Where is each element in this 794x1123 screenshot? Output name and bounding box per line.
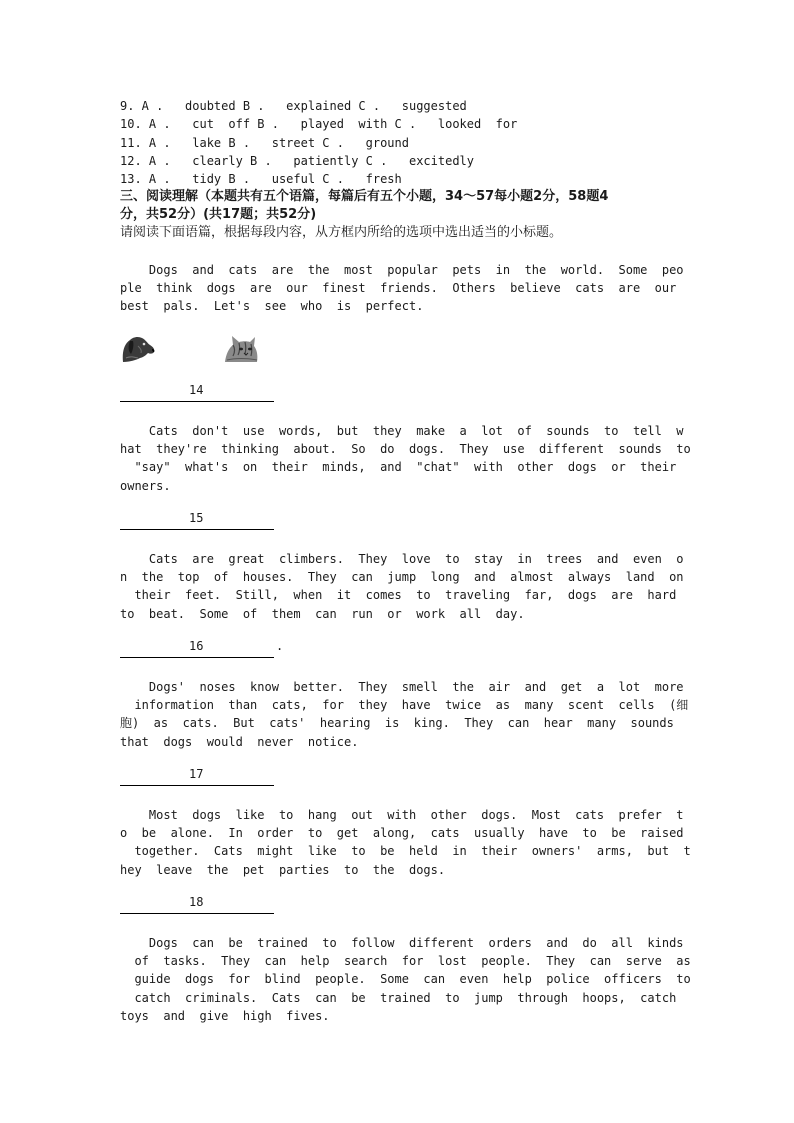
option-line-11: 11. A . lake B . street C . ground [120,136,409,150]
option-line-13: 13. A . tidy B . useful C . fresh [120,172,402,186]
option-line-10: 10. A . cut off B . played with C . looked for [120,117,518,131]
section-instruction: 请阅读下面语篇，根据每段内容，从方框内所给的选项中选出适当的小标题。 [120,225,563,240]
paragraph-climbers: Cats are great climbers. They love to stay in trees and even o n the top of houses. They can jump long and almost always land on their feet. Still, when it comes to traveling far, dogs are hard to beat. Some of them can run or work all day. [120,552,684,621]
section-heading-line1: 三、阅读理解（本题共有五个语篇，每篇后有五个小题，34～57每小题2分，58题4 [120,189,609,204]
answer-blank-18[interactable] [120,895,274,914]
paragraph-training: Dogs can be trained to follow different orders and do all kinds of tasks. They can help search for lost people. They can serve as guide dogs for blind people. Some can even help police officers to catch criminals. Cats can be trained to jump through hoops, catch toys and give high fives. [120,936,691,1023]
dog-image [120,332,156,364]
section-heading-line2: 分，共52分）(共17题；共52分) [120,207,317,222]
paragraph-social: Most dogs like to hang out with other dogs. Most cats prefer t o be alone. In order to get along, cats usually have to be raised together. Cats might like to be held in their owners' arms, but t hey leave the pet parties to the dogs. [120,808,691,877]
blank-suffix: . [276,639,284,653]
blank-number: 16 [189,639,204,653]
blank-number: 14 [189,383,204,397]
option-line-9: 9. A . doubted B . explained C . suggested [120,99,467,113]
paragraph-sounds: Cats don't use words, but they make a lot of sounds to tell w hat they're thinking about. So do dogs. They use different sounds to "say" what's on their minds, and "chat" with other dogs or their owners. [120,424,691,493]
intro-paragraph: Dogs and cats are the most popular pets in the world. Some peo ple think dogs are our finest friends. Others believe cats are our best pals. Let's see who is perfect. [120,263,684,314]
blank-number: 18 [189,895,204,909]
answer-blank-16[interactable] [120,639,284,658]
answer-blank-14[interactable] [120,383,274,402]
blank-number: 17 [189,767,204,781]
answer-blank-17[interactable] [120,767,274,786]
paragraph-senses: Dogs' noses know better. They smell the air and get a lot more information than cats, for they have twice as many scent cells (细 胞) as cats. But cats' hearing is king. They can hear many sounds that dogs would never notice. [120,680,689,749]
answer-blank-15[interactable] [120,511,274,530]
option-line-12: 12. A . clearly B . patiently C . excitedly [120,154,475,168]
cat-image [223,332,259,364]
blank-number: 15 [189,511,204,525]
